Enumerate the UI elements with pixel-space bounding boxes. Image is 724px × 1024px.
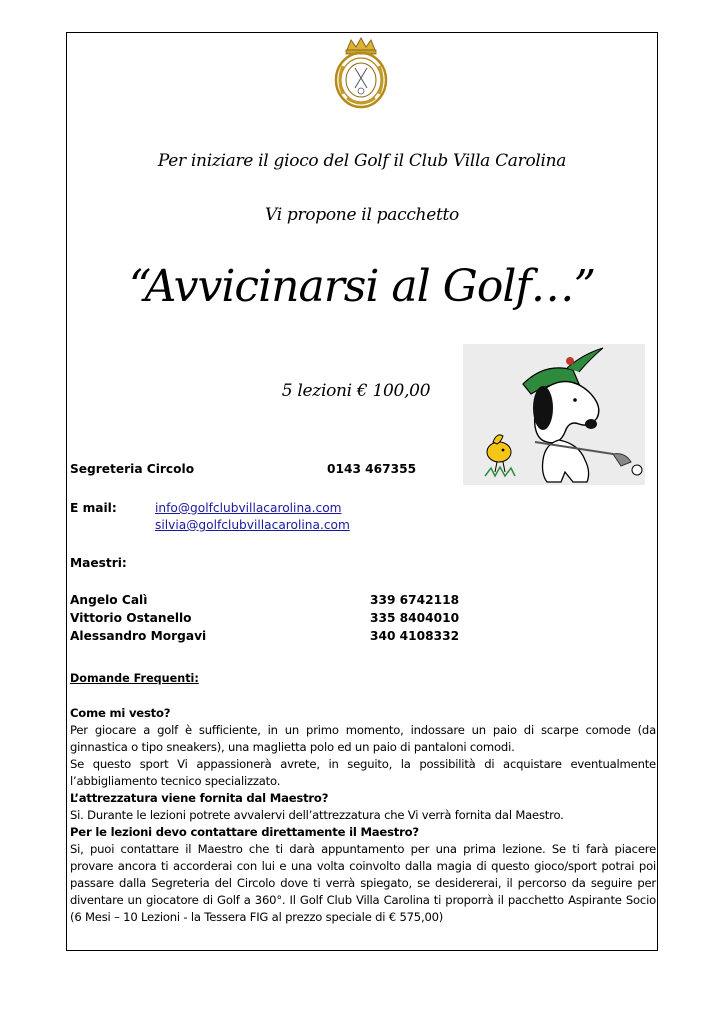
faq-section bbox=[70, 705, 656, 926]
faq-answer: Per giocare a golf è sufficiente, in un primo momento, indossare un paio di scarpe comode (da ginnastica o tipo sneakers), una maglietta polo ed un paio di pantaloni comodi. bbox=[70, 723, 656, 754]
intro-line-1: Per iniziare il gioco del Golf il Club Villa Carolina bbox=[157, 151, 567, 171]
club-crest-logo bbox=[329, 36, 393, 110]
email-link-info[interactable]: info@golfclubvillacarolina.com bbox=[155, 501, 342, 515]
snoopy-golf-illustration bbox=[463, 344, 645, 485]
maestro-name: Vittorio Ostanello bbox=[70, 611, 192, 625]
offer-price: 5 lezioni € 100,00 bbox=[281, 381, 431, 401]
faq-answer: Si, puoi contattare il Maestro che ti darà appuntamento per una prima lezione. Se ti farà piacere provare ancora ti accorderai con lui e una volta coinvolto dalla magia di questo gioco/sport potrai poi passare dalla Segreteria del Circolo dove ti verrà spiegato, se desidererai, il percorso da seguire per diventare un giocatore di Golf a 360°. Il Golf Club Villa Carolina ti proporrà il pacchetto Aspirante Socio (6 Mesi – 10 Lezioni - la Tessera FIG al prezzo speciale di € 575,00) bbox=[70, 842, 656, 924]
intro-line-2: Vi propone il pacchetto bbox=[265, 205, 459, 225]
maestro-phone: 340 4108332 bbox=[370, 629, 460, 643]
maestro-phone: 335 8404010 bbox=[370, 611, 460, 625]
faq-answer: Si. Durante le lezioni potrete avvalervi dell’attrezzatura che Vi verrà fornita dal Maestro. bbox=[70, 808, 564, 822]
maestro-phone: 339 6742118 bbox=[370, 593, 460, 607]
email-link-silvia[interactable]: silvia@golfclubvillacarolina.com bbox=[155, 518, 350, 532]
faq-question: L’attrezzatura viene fornita dal Maestro? bbox=[70, 791, 329, 805]
faq-title: Domande Frequenti: bbox=[70, 672, 199, 685]
segreteria-phone: 0143 467355 bbox=[327, 462, 417, 476]
maestro-name: Alessandro Morgavi bbox=[70, 629, 207, 643]
faq-question: Per le lezioni devo contattare direttamente il Maestro? bbox=[70, 825, 419, 839]
segreteria-label: Segreteria Circolo bbox=[70, 462, 195, 476]
faq-question: Come mi vesto? bbox=[70, 706, 171, 720]
maestro-name: Angelo Calì bbox=[70, 593, 148, 607]
email-label: E mail: bbox=[70, 501, 117, 515]
headline: “Avvicinarsi al Golf…” bbox=[128, 261, 596, 312]
maestri-label: Maestri: bbox=[70, 556, 127, 570]
faq-answer: Se questo sport Vi appassionerà avrete, in seguito, la possibilità di acquistare eventualmente l’abbigliamento tecnico specializzato. bbox=[70, 757, 656, 788]
